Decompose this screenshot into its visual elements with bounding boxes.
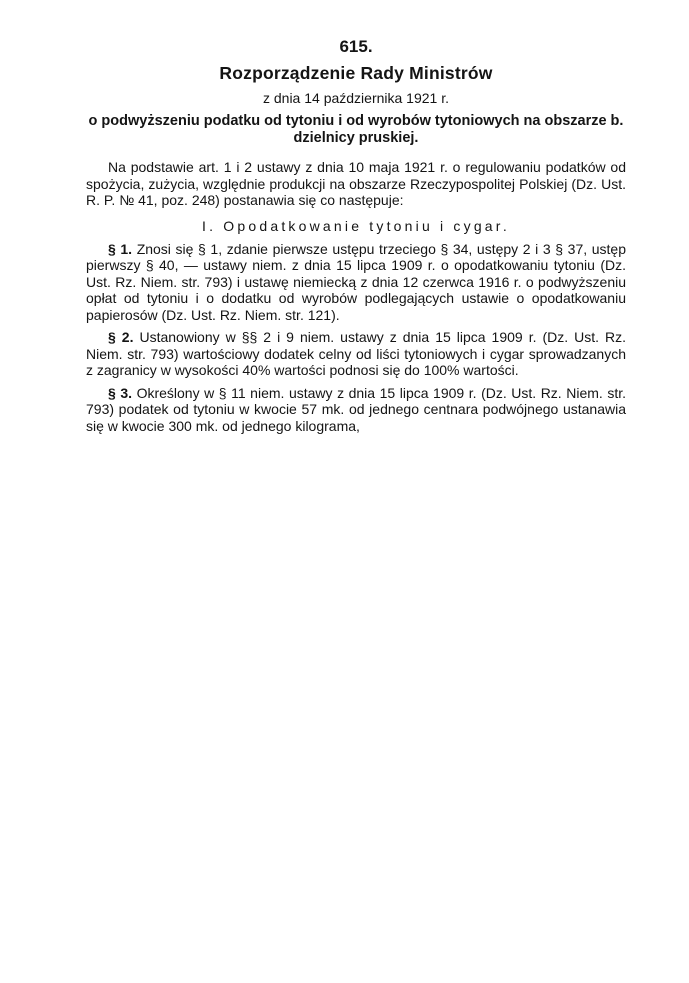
paragraph-mark: § 1.	[108, 240, 133, 257]
paragraph-3	[86, 385, 626, 435]
paragraph-mark: § 2.	[108, 329, 134, 345]
paragraph-2	[86, 329, 626, 379]
paragraph-text: Znosi się § 1, zdanie pierwsze ustępu trzeciego § 34, ustępy 2 i 3 § 37, ustęp pierwszy § 40, — ustawy niem. z dnia 15 lipca 1909 r. o opodatkowaniu tytoniu (Dz. Ust. Rz. Niem. str. 793) i ustawę niemiecką z dnia 12 czerwca 1916 r. o podwyższeniu opłat od tytoniu i o dodatku od wyrobów podlegających ustawie o opodatkowaniu papierosów (Dz. Ust. Rz. Niem. str. 121).	[86, 240, 626, 323]
document-body	[86, 36, 626, 440]
preamble-paragraph: Na podstawie art. 1 i 2 ustawy z dnia 10 maja 1921 r. o regulowaniu podatków od spożycia, zużycia, względnie produkcji na obszarze Rzeczypospolitej Polskiej (Dz. Ust. R. P. № 41, poz. 248) postanawia się co następuje:	[86, 159, 626, 208]
document-subject: o podwyższeniu podatku od tytoniu i od wyrobów tytoniowych na obszarze b. dzielnicy pruskiej.	[88, 113, 624, 146]
document-title: Rozporządzenie Rady Ministrów	[219, 63, 493, 83]
paragraph-1	[86, 241, 626, 324]
document-date: z dnia 14 października 1921 r.	[262, 90, 449, 106]
section-heading: I. Opodatkowanie tytoniu i cygar.	[202, 217, 510, 234]
paragraph-text: Określony w § 11 niem. ustawy z dnia 15 lipca 1909 r. (Dz. Ust. Rz. Niem. str. 793) podatek od tytoniu w kwocie 57 mk. od jednego centnara podwójnego ustanawia się w kwocie 300 mk. od jednego kilograma,	[86, 384, 627, 434]
document-number: 615.	[339, 37, 373, 56]
paragraph-text: Ustanowiony w §§ 2 i 9 niem. ustawy z dnia 15 lipca 1909 r. (Dz. Ust. Rz. Niem. str. 793) wartościowy dodatek celny od liści tytoniowych i cygar sprowadzanych z zagranicy w wysokości 40% wartości podnosi się do 100% wartości.	[86, 329, 627, 378]
paragraph-mark: § 3.	[108, 384, 133, 401]
